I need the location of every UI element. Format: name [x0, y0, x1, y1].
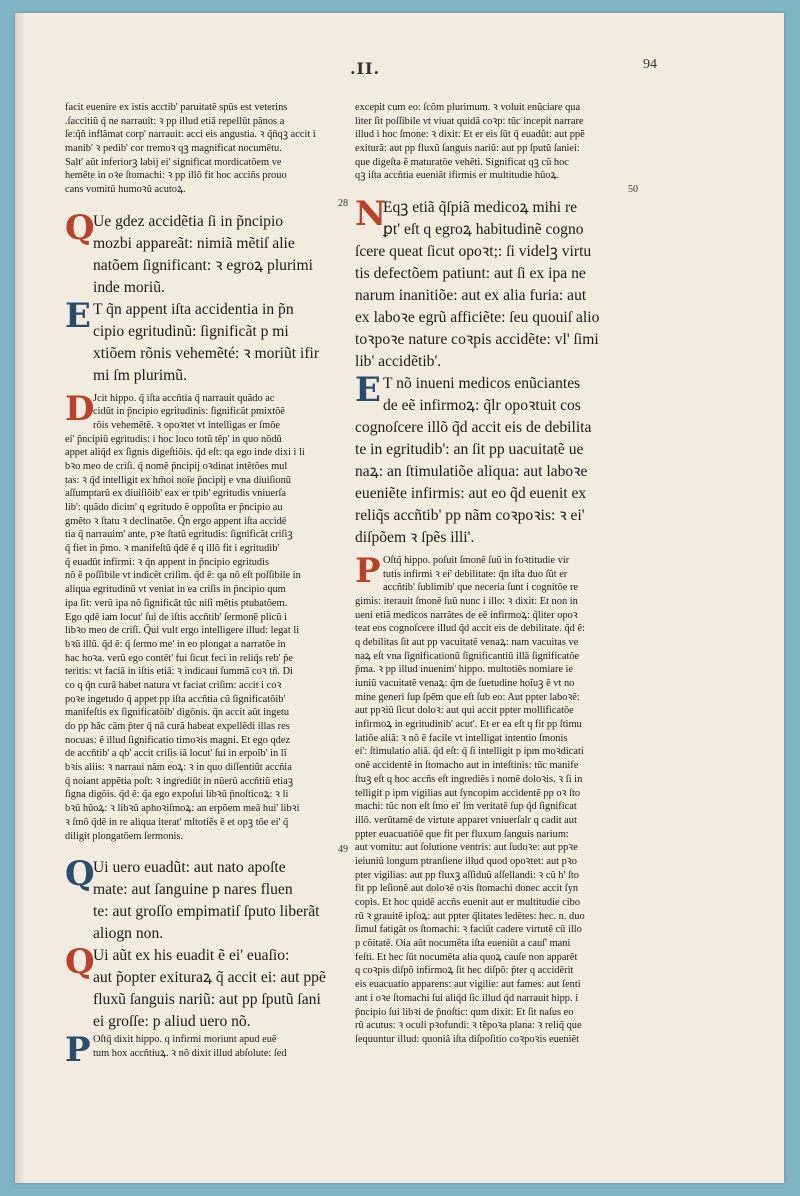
- initial-capital: E: [65, 295, 91, 336]
- text-line: q̃ euadũt infirmi: ꝛ q̃n appent in p̃ncipio egritudis: [65, 556, 270, 568]
- text-line: diſpõem ꝛ ſpẽs illi'.: [355, 528, 475, 546]
- text-line: teritis: vt faciã in iſtis etiã: ꝛ indicaui ſummã coꝛ tn̄. Di: [65, 666, 294, 678]
- text-line: xtiõem rõnis vehemẽté: ꝛ moriũt ifir: [93, 344, 320, 362]
- text-line: Eqꝫ etiã q̃ſpiã medicoꝝ mihi re: [383, 198, 578, 216]
- text-line: mi ſm plurimũ.: [93, 366, 187, 384]
- text-line: lib' accidẽtib'.: [355, 352, 442, 370]
- right-block-2: [355, 193, 638, 373]
- text-line: q̃ noiant appẽtia poſt: ꝛ ingrediũt in nũerũ accñtiũ etiaꝫ: [65, 775, 294, 787]
- text-line: ſe:q̃ñ inflãmat corp' narrauit: acci eis angustia. ꝛ q̃ñqꝫ accit i: [65, 129, 316, 141]
- right-block-2-lines: [355, 193, 638, 373]
- text-line: ꝛ ſmõ q̃dẽ in re aliqua iterat' mltotiẽs ẽ et opꝫ tõe ei' q̃: [65, 816, 289, 828]
- text-line: aut ppꝛiũ ſicut doloꝛ: aut qui accit ppter mollificatõe: [355, 705, 574, 717]
- text-line: bꝛũ hũoꝝ: ꝛ libꝛũ aphoꝛiſmoꝝ: an erpõem meã hui' libꝛi: [65, 803, 300, 815]
- left-block-3: [65, 295, 348, 387]
- text-line: Ue gdez accidẽtia ſi in p̃ncipio: [93, 212, 284, 230]
- text-line: libꝛo meo de criſi. Q̃ui vult ergo intelligere illud: legat li: [65, 625, 300, 637]
- text-line: latiõe aliã: ꝛ nõ ẽ facile vt intelligat intentio ſmonis: [355, 732, 568, 744]
- text-line: q debilitas ſit aut pp vacuitatẽ venaꝝ: nam vacuitas ve: [355, 636, 579, 648]
- text-line: appet aliq̃d ex ſignis digeſtiõis. q̃d eſt: qa ego inde dixi i li: [65, 447, 305, 459]
- running-head: .II.: [349, 59, 381, 78]
- text-line: Ui uero euadũt: aut nato apoſte: [93, 858, 286, 876]
- text-line: liter ſit poſſibile vt viuat quidã coꝛp: tũc incepit narrare: [355, 115, 584, 127]
- text-line: tum hox accñtiuꝝ. ꝛ nõ dixit illud abſolute: ſed: [93, 1047, 287, 1059]
- text-line: aut p̃opter exituraꝝ q̃ accit ei: aut ppẽ: [93, 968, 326, 986]
- text-line: ſimul fatigãt os ſtomachi: ꝛ faciũt cadere virtutẽ cũ illo: [355, 924, 582, 936]
- text-line: naꝝ: an ſtimulatiõe aliqua: aut laboꝛe: [355, 462, 588, 480]
- left-block-3-lines: [65, 295, 348, 387]
- book-page: [15, 13, 784, 1183]
- text-line: rõis vehemẽtẽ. ꝛ opoꝛtet vt intelligas er ſmõe: [93, 419, 281, 431]
- text-line: q coꝛpis diſpõ infirmoꝝ ſit hec diſpõ: p̃ter q accidẽrit: [355, 965, 574, 977]
- text-line: te: aut groſſo empimatiſ ſputo liberãt: [93, 902, 320, 920]
- text-line: q̃ fiet in p̃mo. ꝛ manifeſtũ q̃dẽ ẽ q illõ fit i egritudib': [65, 543, 280, 555]
- left-block-5-lines: [65, 853, 348, 945]
- left-block-7-lines: [65, 1033, 348, 1060]
- text-line: tutis infirmi ꝛ ei' debilitate: q̃n iſta duo ſũt er: [383, 568, 568, 580]
- text-line: telligit p ipm vigilias aut ſyncopim accidentẽ pp oꝛ ſto: [355, 787, 581, 799]
- left-block-2-lines: [65, 207, 348, 299]
- text-line: mate: aut ſanguine p nares fluen: [93, 880, 293, 898]
- text-line: inde moriũ.: [93, 278, 165, 296]
- text-line: .ſaccitiũ q̃ ne narrauit: ꝛ pp illud etiã repellũt pãnos a: [65, 115, 285, 127]
- text-line: aliogn non.: [93, 924, 164, 942]
- right-block-3-lines: [355, 369, 638, 549]
- text-line: de eẽ infirmoꝝ: q̃lr opoꝛtuit cos: [383, 396, 581, 414]
- text-line: natõem ſignificant: ꝛ egroꝝ plurimi: [93, 256, 313, 274]
- initial-capital: Q: [65, 941, 95, 982]
- text-line: onẽ accidentẽ in ſtomacho aut in inteſtinis: tũc manife: [355, 760, 579, 772]
- text-line: Ui aũt ex his euadit ẽ ei' euaſio:: [93, 946, 290, 964]
- text-line: iuniũ vacuitatẽ venaꝝ: q̃m de ſuetudine hoĩuꝫ ẽ vt no: [355, 678, 575, 689]
- initial-capital: D: [65, 388, 95, 429]
- text-line: rũ ꝛ grauitẽ ipſoꝝ: aut ppter q̃litates ledẽtes: hec. n. duo: [355, 910, 585, 922]
- text-line: reliq̃s accñtib' pp nãm coꝛpoꝛis: ꝛ ei': [355, 506, 585, 524]
- text-line: narum inanitiõe: aut ex alia furia: aut: [355, 286, 587, 304]
- left-block-5: [65, 853, 348, 945]
- left-block-4-number-line: [65, 843, 348, 857]
- text-line: qꝫ iſta accñtia eueniãt ifirmis er multitudie hũoꝝ.: [355, 170, 560, 182]
- text-line: nocuas: ẽ illud ſignificatio timoꝛis magni. Et ego qdez: [65, 734, 291, 746]
- text-line: fit pp leſionẽ aut doloꝛẽ oꝛis ſtomachi donec accit ſyn: [355, 883, 579, 895]
- text-line: gimis: iterauit ſmonẽ ſuũ nunc i illo: ꝛ dixit: Et non in: [355, 595, 578, 607]
- text-line: p̃ma. ꝛ pp illud inuenim' hippo. multotiẽs nomiare ie: [355, 664, 574, 676]
- text-line: ipa ſit: verũ ipa nõ ſignificãt tũc niſi mẽtis ptubatõem.: [65, 597, 288, 609]
- text-line: eueniẽte infirmis: aut eo q̃d euenit ex: [355, 484, 587, 502]
- text-line: p̃ncipio ſui libꝛi de p̃noſtic: qum dixit: Et ſit naſus eo: [355, 1006, 574, 1018]
- text-line: eis euacuatio apparens: aut vigilie: aut fames: aut ſenti: [355, 979, 581, 991]
- text-line: mozbi appareãt: nimiã mẽtiſ alie: [93, 234, 295, 252]
- right-column: [355, 101, 638, 1045]
- right-block-1-number-line: [355, 183, 638, 197]
- text-line: ꝑt' eſt q egroꝝ habitudinẽ cogno: [383, 220, 584, 238]
- right-block-4: [355, 550, 638, 1047]
- text-line: tis defectõem patiunt: aut ſi ex ipa ne: [355, 264, 586, 282]
- initial-capital: Q: [65, 207, 95, 248]
- text-line: nõ ẽ poſſibile vt indicẽt criſim. q̃d ẽ: qa nõ eſt poſſibile in: [65, 570, 301, 582]
- text-line: Oſtq̃ hippo. poſuit ſmonẽ ſuũ in foꝛtitudie vir: [383, 554, 570, 566]
- text-line: manib' ꝛ pedib' cor tremoꝛ qꝫ magnificat nocumẽtu.: [65, 143, 282, 155]
- text-line: ei': ſtimulatio aliã. q̃d eſt: q̃ ſi intelligit p ipm moꝛdicati: [355, 746, 584, 758]
- text-line: ant i oꝛe ſtomachi ſui aliq̃d ſic illud q̃d narrauit hipp. i: [355, 992, 579, 1004]
- left-block-1-number-line: [65, 197, 348, 211]
- initial-capital: E: [355, 369, 381, 410]
- left-column: [65, 101, 348, 1070]
- text-line: mine generi ſup ſpẽm que eſt ſub eo: Aut ppter laboꝛẽ:: [355, 691, 580, 703]
- text-line: cipio egritudinũ: ſignificãt p mi: [93, 322, 289, 340]
- text-line: hemẽte in oꝛe ſtomachi: ꝛ pp illõ fit hoc acciñs prouo: [65, 170, 287, 182]
- initial-capital: P: [65, 1029, 91, 1070]
- left-block-2: [65, 207, 348, 299]
- text-line: ppter euacuatiõẽ que fit per fluxum ſanguis narium:: [355, 828, 569, 840]
- text-line: p cõitatẽ. Oia aũt nocumẽta iſta eueniũt a cauſ' mani: [355, 938, 571, 950]
- text-line: illud i hoc ſmone: ꝛ dixit: Et er eis ſũt q̃ euadũt: aut ppẽ: [355, 129, 585, 141]
- initial-capital: N: [355, 193, 387, 234]
- text-line: tia q̃ narrauim' ante, pꝛe ſtatũ egritudis: ſignificãt criſiꝫ: [65, 529, 293, 541]
- text-line: Oſtq̃ dixit hippo. q infirmi moriunt apud euẽ: [93, 1033, 277, 1045]
- text-line: hac hoꝛa. verũ ego contẽt' fui ſicut feci in reliq̃s reb' p̃e: [65, 652, 293, 664]
- marginal-number: 49: [338, 844, 348, 856]
- text-line: que digeſta ẽ maturatõe vehẽti. Significat qꝫ cũ hoc: [355, 156, 569, 168]
- left-block-4: [65, 388, 348, 844]
- text-line: manifeſtis ex ſignificatõib' digõnis. q̃n accit aũt ingetu: [65, 707, 290, 719]
- text-line: cognoſcere illõ q̃d accit eis de debilita: [355, 418, 592, 436]
- text-line: T q̃n appent iſta accidentia in p̃n: [93, 300, 294, 318]
- marginal-number: 50: [628, 184, 638, 196]
- text-line: gmẽto ꝛ ſtatu ꝛ declinatõe. Q̃n ergo appent iſta accidẽ: [65, 515, 287, 527]
- text-line: aliqua egritudinũ vt veniat in ea criſis in p̃ncipio qum: [65, 584, 286, 596]
- left-block-6-lines: [65, 941, 348, 1033]
- text-line: ſtuꝫ eſt q hoc accñs eſt ingrediẽs i nomẽ doloꝛis. ꝛ ſi in: [355, 773, 583, 785]
- text-line: Ego qdẽ iam locut' ſui de iſtis accñtib' ſermonẽ plicũ i: [65, 611, 287, 623]
- text-line: ſigna digõis. q̃d ẽ: q̃a ego expoſui libꝛũ p̃noſticoꝝ: ꝛ li: [65, 789, 289, 801]
- text-line: teat eos cognoſcere illud q̃d accit eis de debilitate. q̃d ẽ:: [355, 623, 585, 635]
- text-line: excepit cum eo: ſcõm plurimum. ꝛ voluit enũciare qua: [355, 102, 581, 113]
- text-line: lib': quãdo dicim' q egritudo ẽ oppoſita er p̃ncipio au: [65, 502, 283, 513]
- folio-number: 94: [643, 57, 657, 72]
- text-line: cidũt in p̃ncipio egritudinis: ſignificãt pmixtõẽ: [93, 406, 285, 418]
- text-line: te in egritudib': an ſit pp uacuitatẽ ue: [355, 440, 584, 458]
- initial-capital: Q: [65, 853, 95, 894]
- text-line: ſequuntur illud: quoniã iſta diſpoſitio coꝛpoꝛis eueniẽt: [355, 1033, 579, 1045]
- text-line: ieiuniũ longum ptranſiene illud quod opoꝛtet: aut pꝛo: [355, 855, 577, 867]
- text-line: T nõ inueni medicos enũciantes: [383, 374, 581, 392]
- text-line: aut vomitu: aut ſolutione ventris: aut ſudoꝛe: aut ppꝛe: [355, 842, 578, 854]
- text-line: ei' p̃ncipiũ egritudis: i hoc loco totũ tẽp' in quo nõdũ: [65, 433, 282, 445]
- text-line: accñtib' ſublimib' que neceria ſunt i cognitõe re: [383, 582, 579, 594]
- text-line: infirmoꝝ in egritudinib' acut'. Et er ea eſt q fit pp ſtimu: [355, 719, 582, 731]
- text-line: pter vigilias: aut pp fluxꝫ aſſiduũ aſſellandi: ꝛ cũ h' ſto: [355, 869, 579, 881]
- text-line: bꝛũ illũ. q̃d ẽ: q̃ ſermo me' in eo plongat a narratõe in: [65, 638, 286, 650]
- text-line: machi: tũc non eſt ſmo ei' ſm veritatẽ ſup q̃d ſignificat: [355, 801, 577, 813]
- initial-capital: P: [355, 550, 381, 591]
- text-line: naꝝ eſt vna ſignificationũ ſignificantiũ illã ſignificatõe: [355, 650, 580, 662]
- text-line: facit euenire ex istis acctib' paruitatẽ spũs est veterins: [65, 102, 288, 113]
- text-line: bꝛo meo de criſi. q̃ nomẽ p̃ncipij oꝛdinat intẽtões mul: [65, 460, 288, 472]
- text-line: diligit plongatõem ſermonis.: [65, 830, 184, 842]
- text-line: toꝛpoꝛe nature coꝛpis accidẽte: vl' ſimi: [355, 330, 599, 348]
- text-line: ei groſſe: p aliud uero nõ.: [93, 1012, 251, 1030]
- text-line: copis. Et hoc quidẽ accñs euenit aut er multitudie cibo: [355, 897, 581, 908]
- text-line: de accñtib' a qb' accit criſis iã locut' ſui in erpoĩb' in lĩ: [65, 748, 287, 760]
- left-block-6: [65, 941, 348, 1033]
- text-line: exiturã: aut pp fluxũ ſanguis nariũ: aut pp ſputũ ſaniei:: [355, 143, 580, 155]
- text-line: rũ acutus: ꝛ oculi pꝛofundi: ꝛ tẽpoꝛa plana: ꝛ reliq̃ que: [355, 1020, 582, 1032]
- text-line: aſſumptarũ ex diuiſiõib' eax er tpib' egritudis vniuerſa: [65, 488, 287, 500]
- text-line: Jcit hippo. q̃ iſta accñtia q̃ narrauit quãdo ac: [93, 392, 275, 404]
- text-line: co q q̃n curã habet natura vt faciat criſim: accit i coꝛ: [65, 679, 282, 691]
- left-block-1: [65, 101, 348, 197]
- text-line: fluxũ ſanguis nariũ: aut pp ſputũ ſani: [93, 990, 321, 1008]
- text-line: Salt' aũt inferiorꝫ labij ei' significat mordicatõem ve: [65, 156, 282, 168]
- text-line: ſcere queat ſicut opoꝛt;: ſi videlꝫ virtu: [355, 242, 592, 260]
- text-line: illõ. verũtamẽ de virtute apparet vniuerſalr q cadit aut: [355, 814, 577, 826]
- text-line: ex laboꝛe egrũ afficiẽte: ſeu quouiſ alio: [355, 308, 600, 326]
- text-line: poꝛe ingetudo q̃ appet pp iſta accñtia cũ ſignificatõib': [65, 693, 286, 705]
- text-line: feſti. Et hec ſũt nocumẽta alia quoꝝ cauſe non apparẽt: [355, 951, 578, 963]
- right-block-1: [355, 101, 638, 183]
- page-gutter-shadow: [15, 13, 25, 1183]
- right-block-4-lines: [355, 550, 638, 1047]
- text-line: ueni etiã medicos narrãtes de eẽ infirmoꝝ: q̃liter opoꝛ: [355, 609, 578, 621]
- left-block-7: [65, 1029, 348, 1070]
- marginal-number: 28: [338, 197, 348, 209]
- text-line: cans vomitũ humoꝛũ acutoꝝ.: [65, 184, 186, 196]
- text-line: bꝛis aliis: ꝛ narraui nãm eoꝝ: ꝛ in quo diſſentiũt accñia: [65, 762, 292, 774]
- left-block-4-lines: [65, 388, 348, 844]
- right-block-3: [355, 369, 638, 549]
- text-line: do pp hãc cãm p̃ter q̃ nã curã habeat expellẽdi illas res: [65, 721, 290, 732]
- text-line: tas: ꝛ q̃d intelligit ex hm̃oi noĩe p̃ncipij e vna diuiſionũ: [65, 474, 291, 486]
